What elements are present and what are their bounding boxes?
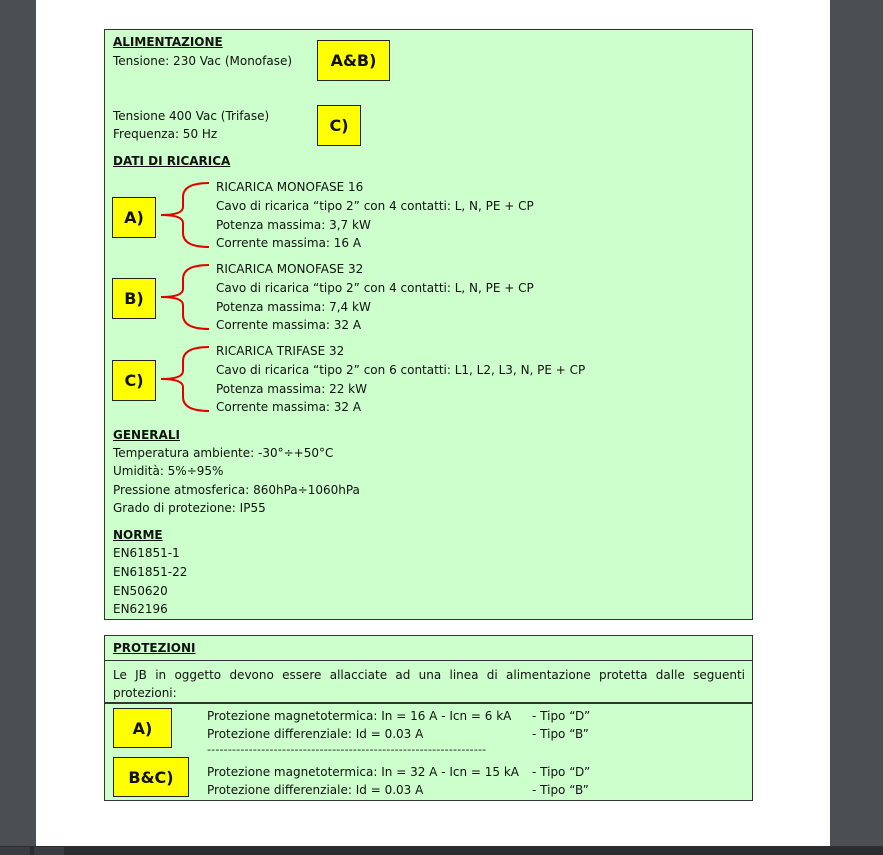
generali-line-1: Temperatura ambiente: -30°÷+50°C <box>113 446 334 460</box>
taskbar <box>0 846 883 855</box>
prot-a-diff: Protezione differenziale: Id = 0.03 A <box>207 727 424 741</box>
prot-bc-diff-type: - Tipo “B” <box>532 783 589 797</box>
norme-line-1: EN61851-1 <box>113 546 180 560</box>
mono-voltage-text: Tensione: 230 Vac (Monofase) <box>113 54 293 68</box>
brace-a-icon <box>159 181 215 249</box>
tag-c-charging: C) <box>112 360 156 401</box>
group-b-line-4: Corrente massima: 32 A <box>216 318 362 332</box>
prot-a-mt: Protezione magnetotermica: In = 16 A - Icn = 6 kA <box>207 709 512 723</box>
group-c-line-3: Potenza massima: 22 kW <box>216 382 367 396</box>
tag-a-protection: A) <box>113 708 172 748</box>
alimentazione-heading: ALIMENTAZIONE <box>113 35 223 49</box>
tri-voltage-text: Tensione 400 Vac (Trifase) <box>113 109 270 123</box>
group-b-line-3: Potenza massima: 7,4 kW <box>216 300 371 314</box>
generali-line-4: Grado di protezione: IP55 <box>113 501 266 515</box>
group-c-line-2: Cavo di ricarica “tipo 2” con 6 contatti: L1, L2, L3, N, PE + CP <box>216 363 586 377</box>
tag-c-power: C) <box>317 105 361 146</box>
group-a-line-2: Cavo di ricarica “tipo 2” con 4 contatti: L, N, PE + CP <box>216 199 534 213</box>
document-page <box>36 0 830 846</box>
prot-bc-mt-type: - Tipo “D” <box>532 765 591 779</box>
protezioni-separator: ------------------------------------------------------------------- <box>207 743 487 756</box>
tag-bc-protection: B&C) <box>113 757 189 797</box>
norme-line-2: EN61851-22 <box>113 565 188 579</box>
group-a-line-4: Corrente massima: 16 A <box>216 236 362 250</box>
divider-1 <box>105 660 752 661</box>
specs-box <box>104 29 753 620</box>
norme-line-3: EN50620 <box>113 584 168 598</box>
brace-b-icon <box>159 263 215 331</box>
group-c-line-1: RICARICA TRIFASE 32 <box>216 344 345 358</box>
group-a-line-1: RICARICA MONOFASE 16 <box>216 180 364 194</box>
group-c-line-4: Corrente massima: 32 A <box>216 400 362 414</box>
prot-a-diff-type: - Tipo “B” <box>532 727 589 741</box>
taskbar-item[interactable] <box>34 847 64 855</box>
prot-bc-diff: Protezione differenziale: Id = 0.03 A <box>207 783 424 797</box>
norme-heading: NORME <box>113 528 163 542</box>
ricarica-heading: DATI DI RICARICA <box>113 154 231 168</box>
brace-c-icon <box>159 345 215 413</box>
tag-ab-power: A&B) <box>317 40 390 81</box>
protezioni-box <box>104 635 753 801</box>
tag-b-charging: B) <box>112 278 156 319</box>
generali-line-2: Umidità: 5%÷95% <box>113 464 224 478</box>
protezioni-heading: PROTEZIONI <box>113 641 196 655</box>
divider-2 <box>105 702 752 704</box>
generali-heading: GENERALI <box>113 428 180 442</box>
frequency-text: Frequenza: 50 Hz <box>113 127 218 141</box>
generali-line-3: Pressione atmosferica: 860hPa÷1060hPa <box>113 483 360 497</box>
prot-a-mt-type: - Tipo “D” <box>532 709 591 723</box>
prot-bc-mt: Protezione magnetotermica: In = 32 A - Icn = 15 kA <box>207 765 519 779</box>
group-b-line-1: RICARICA MONOFASE 32 <box>216 262 364 276</box>
norme-line-4: EN62196 <box>113 602 168 616</box>
group-a-line-3: Potenza massima: 3,7 kW <box>216 218 371 232</box>
group-b-line-2: Cavo di ricarica “tipo 2” con 4 contatti: L, N, PE + CP <box>216 281 534 295</box>
taskbar-item[interactable] <box>0 847 30 855</box>
tag-a-charging: A) <box>112 197 156 238</box>
protezioni-intro: Le JB in oggetto devono essere allacciate ad una linea di alimentazione protetta dalle seguenti protezioni: <box>113 668 745 700</box>
